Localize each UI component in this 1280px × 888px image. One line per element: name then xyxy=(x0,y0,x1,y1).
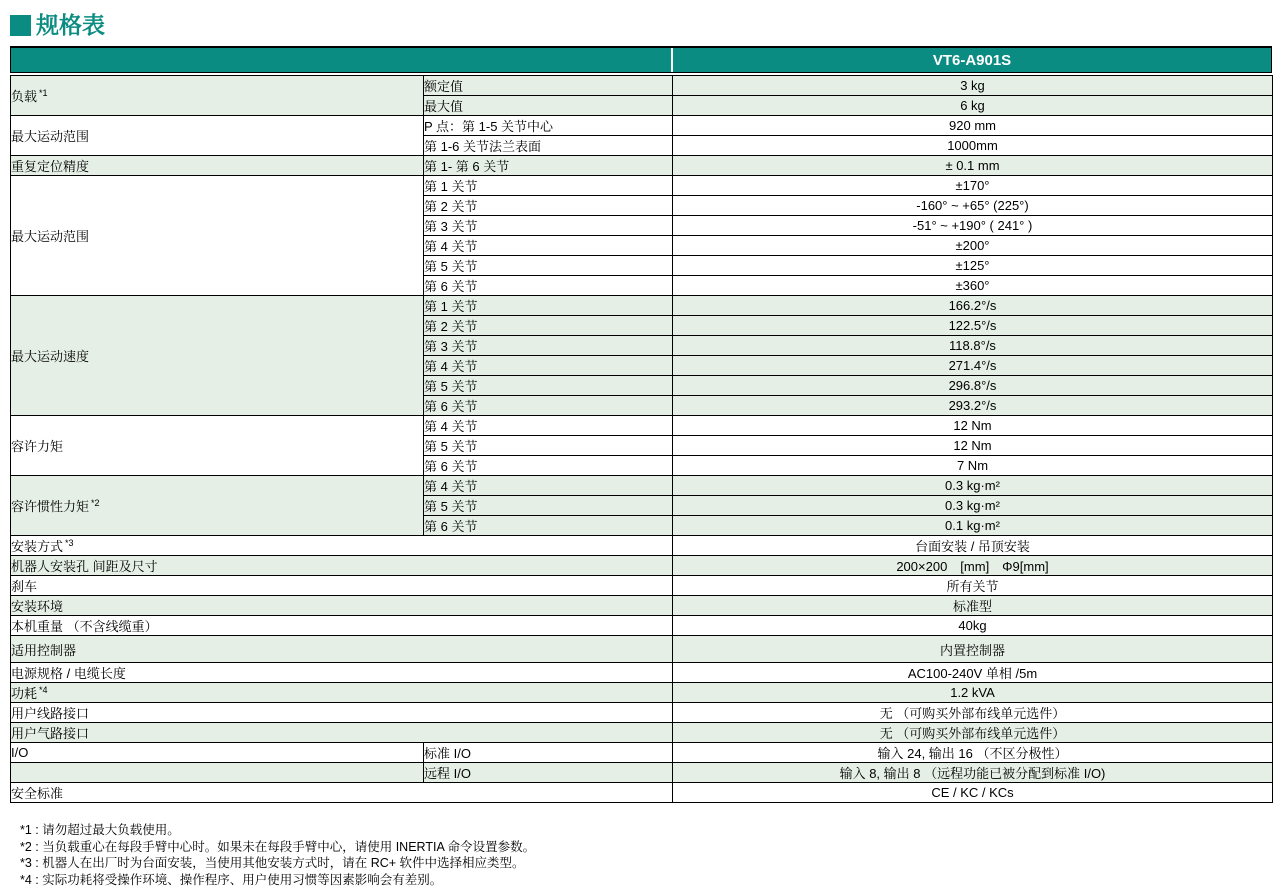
spec-category-cell: 刹车 xyxy=(11,576,673,596)
spec-value-cell: 无 （可购买外部布线单元选件） xyxy=(673,723,1273,743)
spec-value-cell: 12 Nm xyxy=(673,436,1273,456)
spec-row xyxy=(11,116,1273,136)
footnote-marker: *1 xyxy=(39,88,48,98)
spec-subcategory-cell: 第 3 关节 xyxy=(424,336,673,356)
spec-value-cell: 200×200 [mm] Φ9[mm] xyxy=(673,556,1273,576)
spec-subcategory-cell: 第 6 关节 xyxy=(424,516,673,536)
spec-row xyxy=(11,596,1273,616)
section-title xyxy=(10,10,1272,40)
spec-row xyxy=(11,556,1273,576)
spec-category-cell: I/O xyxy=(11,743,424,763)
spec-subcategory-cell: 第 5 关节 xyxy=(424,496,673,516)
spec-subcategory-cell: 第 4 关节 xyxy=(424,356,673,376)
spec-row xyxy=(11,683,1273,703)
spec-row xyxy=(11,703,1273,723)
spec-category-cell: 安装方式 $^{*3}$ xyxy=(11,536,673,556)
spec-value-cell: 166.2°/s xyxy=(673,296,1273,316)
spec-value-cell: ±360° xyxy=(673,276,1273,296)
spec-subcategory-cell: 第 1- 第 6 关节 xyxy=(424,156,673,176)
spec-category-cell: 负载 $^{*1}$ xyxy=(11,76,424,116)
spec-value-cell: 0.3 kg·m² xyxy=(673,476,1273,496)
footnote-line: *2 : 当负载重心在每段手臂中心时。如果未在每段手臂中心，请使用 INERTIA 命令设置参数。 xyxy=(20,839,1272,856)
spec-row xyxy=(11,416,1273,436)
spec-category-cell: 本机重量 （不含线缆重） xyxy=(11,616,673,636)
spec-value-cell: ±170° xyxy=(673,176,1273,196)
spec-subcategory-cell: 第 5 关节 xyxy=(424,256,673,276)
spec-subcategory-cell: 额定值 xyxy=(424,76,673,96)
spec-subcategory-cell: 第 1-6 关节法兰表面 xyxy=(424,136,673,156)
spec-category-cell: 电源规格 / 电缆长度 xyxy=(11,663,673,683)
spec-subcategory-cell: 第 4 关节 xyxy=(424,476,673,496)
table-header-row xyxy=(10,46,1272,73)
spec-subcategory-cell: 标准 I/O xyxy=(424,743,673,763)
spec-value-cell: 296.8°/s xyxy=(673,376,1273,396)
spec-subcategory-cell: 第 5 关节 xyxy=(424,436,673,456)
spec-row xyxy=(11,616,1273,636)
spec-row xyxy=(11,663,1273,683)
spec-value-cell: -160° ~ +65° (225°) xyxy=(673,196,1273,216)
spec-row xyxy=(11,156,1273,176)
page-title: 规格表 xyxy=(36,10,105,40)
spec-row xyxy=(11,743,1273,763)
spec-value-cell: ± 0.1 mm xyxy=(673,156,1273,176)
spec-category-cell: 最大运动速度 xyxy=(11,296,424,416)
spec-subcategory-cell: 第 2 关节 xyxy=(424,316,673,336)
spec-category-cell: 适用控制器 xyxy=(11,636,673,663)
spec-row xyxy=(11,536,1273,556)
spec-subcategory-cell: 第 3 关节 xyxy=(424,216,673,236)
spec-category-cell: 容许惯性力矩 $^{*2}$ xyxy=(11,476,424,536)
spec-value-cell: 1000mm xyxy=(673,136,1273,156)
spec-table xyxy=(10,46,1272,803)
spec-value-cell: 标准型 xyxy=(673,596,1273,616)
spec-subcategory-cell: 第 1 关节 xyxy=(424,296,673,316)
spec-value-cell: 输入 24, 输出 16 （不区分极性） xyxy=(673,743,1273,763)
spec-value-cell: 0.1 kg·m² xyxy=(673,516,1273,536)
header-model-cell: VT6-A901S xyxy=(673,48,1271,72)
spec-value-cell: AC100-240V 单相 /5m xyxy=(673,663,1273,683)
spec-value-cell: 920 mm xyxy=(673,116,1273,136)
spec-value-cell: 40kg xyxy=(673,616,1273,636)
spec-value-cell: 内置控制器 xyxy=(673,636,1273,663)
spec-value-cell: 6 kg xyxy=(673,96,1273,116)
spec-category-cell: 容许力矩 xyxy=(11,416,424,476)
spec-value-cell: 1.2 kVA xyxy=(673,683,1273,703)
spec-value-cell: 3 kg xyxy=(673,76,1273,96)
spec-value-cell: ±125° xyxy=(673,256,1273,276)
spec-value-cell: ±200° xyxy=(673,236,1273,256)
spec-subcategory-cell: P 点：第 1-5 关节中心 xyxy=(424,116,673,136)
spec-category-cell: 最大运动范围 xyxy=(11,116,424,156)
spec-category-cell: 功耗 $^{*4}$ xyxy=(11,683,673,703)
spec-value-cell: CE / KC / KCs xyxy=(673,783,1273,803)
footnote-line: *4 : 实际功耗将受操作环境、操作程序、用户使用习惯等因素影响会有差别。 xyxy=(20,872,1272,888)
spec-subcategory-cell: 第 6 关节 xyxy=(424,456,673,476)
spec-value-cell: 118.8°/s xyxy=(673,336,1273,356)
spec-category-cell: 安全标准 xyxy=(11,783,673,803)
spec-category-cell: 最大运动范围 xyxy=(11,176,424,296)
spec-value-cell: -51° ~ +190° ( 241° ) xyxy=(673,216,1273,236)
spec-value-cell: 0.3 kg·m² xyxy=(673,496,1273,516)
spec-subcategory-cell: 第 1 关节 xyxy=(424,176,673,196)
spec-category-cell: 重复定位精度 xyxy=(11,156,424,176)
spec-category-cell: 用户线路接口 xyxy=(11,703,673,723)
section-marker-icon xyxy=(10,15,31,36)
spec-category-cell: 机器人安装孔 间距及尺寸 xyxy=(11,556,673,576)
spec-subcategory-cell: 最大值 xyxy=(424,96,673,116)
footnote-marker: *4 xyxy=(39,685,48,695)
spec-subcategory-cell: 第 4 关节 xyxy=(424,236,673,256)
spec-row xyxy=(11,296,1273,316)
spec-value-cell: 271.4°/s xyxy=(673,356,1273,376)
spec-subcategory-cell: 第 6 关节 xyxy=(424,396,673,416)
spec-row xyxy=(11,476,1273,496)
spec-subcategory-cell: 第 5 关节 xyxy=(424,376,673,396)
spec-value-cell: 无 （可购买外部布线单元选件） xyxy=(673,703,1273,723)
header-empty-cell xyxy=(11,48,671,72)
spec-row xyxy=(11,576,1273,596)
spec-category-cell: 用户气路接口 xyxy=(11,723,673,743)
spec-value-cell: 输入 8, 输出 8 （远程功能已被分配到标准 I/O) xyxy=(673,763,1273,783)
spec-subcategory-cell: 第 2 关节 xyxy=(424,196,673,216)
spec-row xyxy=(11,783,1273,803)
spec-value-cell: 12 Nm xyxy=(673,416,1273,436)
spec-value-cell: 所有关节 xyxy=(673,576,1273,596)
spec-row xyxy=(11,76,1273,96)
footnote-line: *3 : 机器人在出厂时为台面安装，当使用其他安装方式时，请在 RC+ 软件中选择相应类型。 xyxy=(20,855,1272,872)
spec-category-cell: 安装环境 xyxy=(11,596,673,616)
footnote-marker: *2 xyxy=(91,498,100,508)
spec-table-body xyxy=(10,75,1273,803)
spec-subcategory-cell: 第 6 关节 xyxy=(424,276,673,296)
footnotes xyxy=(20,822,1272,888)
footnote-marker: *3 xyxy=(65,538,74,548)
spec-row xyxy=(11,636,1273,663)
spec-subcategory-cell: 第 4 关节 xyxy=(424,416,673,436)
spec-row xyxy=(11,723,1273,743)
spec-value-cell: 7 Nm xyxy=(673,456,1273,476)
spec-value-cell: 122.5°/s xyxy=(673,316,1273,336)
spec-value-cell: 台面安装 / 吊顶安装 xyxy=(673,536,1273,556)
spec-row xyxy=(11,176,1273,196)
footnote-line: *1 : 请勿超过最大负载使用。 xyxy=(20,822,1272,839)
spec-value-cell: 293.2°/s xyxy=(673,396,1273,416)
spec-subcategory-cell: 远程 I/O xyxy=(424,763,673,783)
